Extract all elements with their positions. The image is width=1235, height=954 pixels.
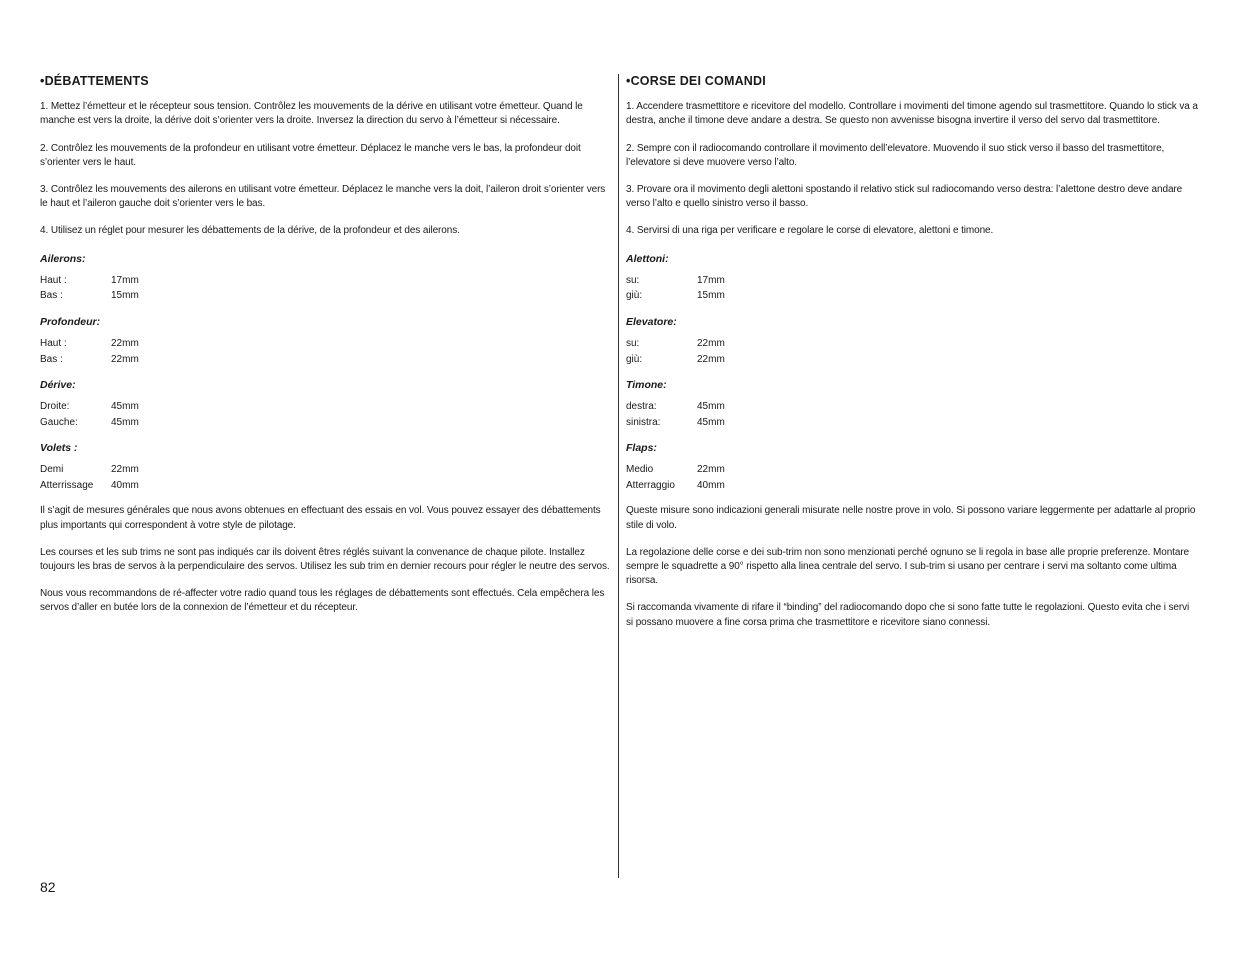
measurement-label: Gauche: <box>40 416 78 428</box>
measurement-value: 17mm <box>111 274 139 286</box>
measurement-row <box>626 415 725 431</box>
measurement-value: 17mm <box>697 274 725 286</box>
measurement-table <box>40 273 139 304</box>
measurement-row <box>40 336 139 352</box>
group-title: Alettoni: <box>626 252 669 265</box>
instruction-paragraph: 4. Servirsi di una riga per verificare e regolare le corse di elevatore, alettoni e timone. <box>626 225 994 237</box>
measurement-label: su: <box>626 338 640 350</box>
measurement-label: giù: <box>626 353 643 365</box>
measurement-row <box>626 288 725 304</box>
section-heading: •DÉBATTEMENTS <box>40 74 149 88</box>
measurement-label: giù: <box>626 290 643 302</box>
group-title: Profondeur: <box>40 315 101 328</box>
measurement-table <box>626 399 725 430</box>
measurement-table <box>40 399 139 430</box>
measurement-row <box>626 399 725 415</box>
measurement-value: 15mm <box>111 290 139 302</box>
measurement-label: Bas : <box>40 353 63 365</box>
page-number: 82 <box>40 879 56 895</box>
measurement-value: 45mm <box>111 401 139 413</box>
column-divider <box>618 74 619 878</box>
measurement-table <box>40 336 139 367</box>
measurement-row <box>40 273 139 289</box>
instruction-paragraph: 1. Mettez l’émetteur et le récepteur sous tension. Contrôlez les mouvements de la dérive en utilisant votre émetteur. Quand le manche est vers la droite, la dérive doit s’orienter vers la droite. Inversez la direction du servo à l’émetteur si nécessaire. <box>40 101 583 127</box>
measurement-table <box>626 273 725 304</box>
group-title: Volets : <box>40 442 78 455</box>
measurement-value: 45mm <box>697 416 725 428</box>
group-title: Flaps: <box>626 442 657 455</box>
measurement-label: Haut : <box>40 274 67 286</box>
measurement-label: Demi <box>40 464 64 476</box>
french-column <box>40 74 610 629</box>
measurement-label: Haut : <box>40 338 67 350</box>
section-heading: •CORSE DEI COMANDI <box>626 74 766 88</box>
measurement-value: 40mm <box>697 479 725 491</box>
group-title: Dérive: <box>40 379 76 392</box>
italian-column <box>626 74 1198 643</box>
measurement-label: Atterrissage <box>40 479 94 491</box>
note-paragraph: La regolazione delle corse e dei sub-trim non sono menzionati perché ognuno se li regola in base alle proprie preferenze. Montare sempre le squadrette a 90° rispetto alla linea centrale del servo. I sub-trim si usano per centrare i servi ma soltanto come ultima risorsa. <box>626 546 1190 587</box>
measurement-value: 15mm <box>697 290 725 302</box>
measurement-row <box>626 273 725 289</box>
measurement-label: sinistra: <box>626 416 661 428</box>
measurement-label: Bas : <box>40 290 63 302</box>
measurement-row <box>40 478 139 494</box>
measurement-row <box>40 288 139 304</box>
measurement-table <box>40 462 139 493</box>
measurement-label: Atterraggio <box>626 479 675 491</box>
note-paragraph: Si raccomanda vivamente di rifare il “binding” del radiocomando dopo che si sono fatte tutte le regolazioni. Questo evita che i servi si possano muovere a fine corsa prima che trasmettitore e ricevitore siano connessi. <box>626 602 1190 628</box>
note-paragraph: Il s’agit de mesures générales que nous avons obtenues en effectuant des essais en vol. Vous pouvez essayer des débattements plus importants qui correspondent à votre style de pilotage. <box>40 505 601 531</box>
instruction-paragraph: 4. Utilisez un réglet pour mesurer les débattements de la dérive, de la profondeur et des ailerons. <box>40 225 460 237</box>
measurement-value: 22mm <box>111 464 139 476</box>
note-paragraph: Queste misure sono indicazioni generali misurate nelle nostre prove in volo. Si possono variare leggermente per adattarle al proprio stile di volo. <box>626 505 1196 531</box>
measurement-value: 22mm <box>111 353 139 365</box>
measurement-value: 22mm <box>697 464 725 476</box>
measurement-value: 22mm <box>697 353 725 365</box>
measurement-row <box>626 352 725 368</box>
measurement-label: Droite: <box>40 401 70 413</box>
group-title: Ailerons: <box>40 252 86 265</box>
measurement-row <box>40 462 139 478</box>
measurement-value: 45mm <box>697 401 725 413</box>
instruction-paragraph: 3. Provare ora il movimento degli alettoni spostando il relativo stick sul radiocomando verso destra: l’alettone destro deve andare verso l’alto e quello sinistro verso il basso. <box>626 184 1183 210</box>
measurement-label: su: <box>626 274 640 286</box>
instruction-paragraph: 2. Sempre con il radiocomando controllare il movimento dell’elevatore. Muovendo il suo stick verso il basso del trasmettitore, l’elevatore si deve muovere verso l’alto. <box>626 142 1165 168</box>
measurement-value: 45mm <box>111 416 139 428</box>
note-paragraph: Nous vous recommandons de ré-affecter votre radio quand tous les réglages de débattements sont effectués. Cela empêchera les servos d’aller en butée lors de la connexion de l’émetteur et du récepteur. <box>40 588 605 614</box>
measurement-value: 22mm <box>111 338 139 350</box>
measurement-row <box>626 336 725 352</box>
note-paragraph: Les courses et les sub trims ne sont pas indiqués car ils doivent êtres réglés suivant la convenance de chaque pilote. Installez toujours les bras de servos à la perpendiculaire des servos. Utilisez les sub trim en dernier recours pour régler le neutre des servos. <box>40 546 610 573</box>
group-title: Elevatore: <box>626 315 677 328</box>
measurement-label: destra: <box>626 401 657 413</box>
measurement-row <box>40 399 139 415</box>
measurement-value: 40mm <box>111 479 139 491</box>
instruction-paragraph: 2. Contrôlez les mouvements de la profondeur en utilisant votre émetteur. Déplacez le manche vers le bas, la profondeur doit s’orienter vers le haut. <box>40 142 581 168</box>
measurement-row <box>626 462 725 478</box>
instruction-paragraph: 3. Contrôlez les mouvements des ailerons en utilisant votre émetteur. Déplacez le manche vers la doit, l’aileron droit s’orienter vers le haut et l’aileron gauche doit s’orienter vers le bas. <box>40 184 606 210</box>
measurement-row <box>40 352 139 368</box>
measurement-row <box>40 415 139 431</box>
measurement-value: 22mm <box>697 338 725 350</box>
measurement-table <box>626 336 725 367</box>
instruction-paragraph: 1. Accendere trasmettitore e ricevitore del modello. Controllare i movimenti del timone agendo sul trasmettitore. Quando lo stick va a destra, anche il timone deve andare a destra. Se questo non avvenisse bisogna invertire il verso del servo dal trasmettitore. <box>626 101 1198 127</box>
measurement-table <box>626 462 725 493</box>
group-title: Timone: <box>626 379 667 392</box>
measurement-row <box>626 478 725 494</box>
measurement-label: Medio <box>626 464 654 476</box>
